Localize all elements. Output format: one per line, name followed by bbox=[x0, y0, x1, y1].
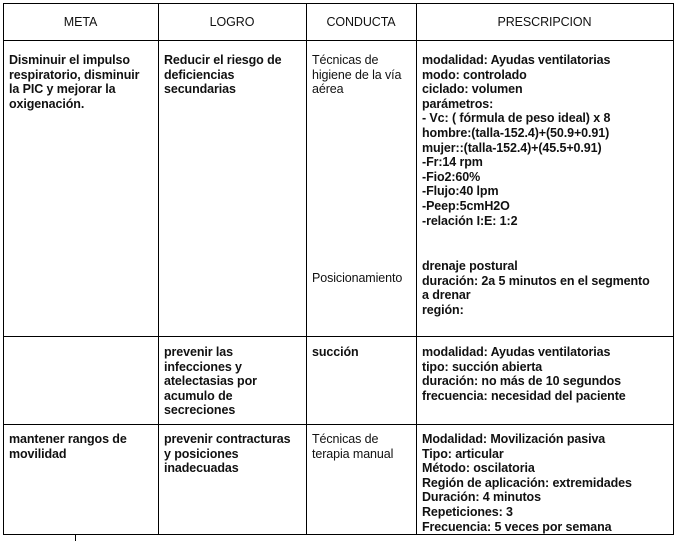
row3-logro: prevenir contracturas y posiciones inadecuadas bbox=[164, 432, 291, 476]
row1-logro: Reducir el riesgo de deficiencias secundarias bbox=[164, 53, 282, 97]
row1-conducta-2: Posicionamiento bbox=[312, 271, 403, 285]
header-logro: LOGRO bbox=[209, 15, 255, 29]
header-prescripcion: PRESCRIPCION bbox=[497, 15, 592, 29]
row-divider bbox=[3, 424, 674, 425]
header-meta: META bbox=[63, 15, 98, 29]
row3-meta: mantener rangos de movilidad bbox=[9, 432, 127, 461]
row1-prescripcion: modalidad: Ayudas ventilatorias modo: controlado ciclado: volumen parámetros: - Vc: ( fórmula de peso ideal) x 8 hombre:(talla-152.4)+(50.9+0.91) mujer::(talla-152.4)+(45.5+0.91) -Fr:14 rpm -Fio2:60% -Flujo:40 lpm -Peep:5cmH2O -relación I:E: 1:2 bbox=[422, 53, 611, 228]
header-conducta: CONDUCTA bbox=[326, 15, 396, 29]
row-divider bbox=[3, 336, 674, 337]
row2-prescripcion: modalidad: Ayudas ventilatorias tipo: succión abierta duración: no más de 10 segundos frecuencia: necesidad del paciente bbox=[422, 345, 626, 403]
row2-conducta: succión bbox=[312, 345, 359, 359]
row3-prescripcion: Modalidad: Movilización pasiva Tipo: articular Método: oscilatoria Región de aplicación: extremidades Duración: 4 minutos Repeticiones: 3 Frecuencia: 5 veces por semana bbox=[422, 432, 632, 534]
row-divider bbox=[3, 40, 674, 41]
row3-conducta: Técnicas de terapia manual bbox=[312, 432, 394, 461]
row1-prescripcion-2: drenaje postural duración: 2a 5 minutos en el segmento a drenar región: bbox=[422, 259, 650, 317]
row2-logro: prevenir las infecciones y atelectasias por acumulo de secreciones bbox=[164, 345, 257, 418]
cursor-mark bbox=[75, 535, 76, 541]
table-border bbox=[673, 3, 674, 535]
row2-meta bbox=[3, 340, 158, 350]
row1-conducta: Técnicas de higiene de la vía aérea bbox=[312, 53, 402, 97]
row1-meta: Disminuir el impulso respiratorio, disminuir la PIC y mejorar la oxigenación. bbox=[9, 53, 140, 111]
